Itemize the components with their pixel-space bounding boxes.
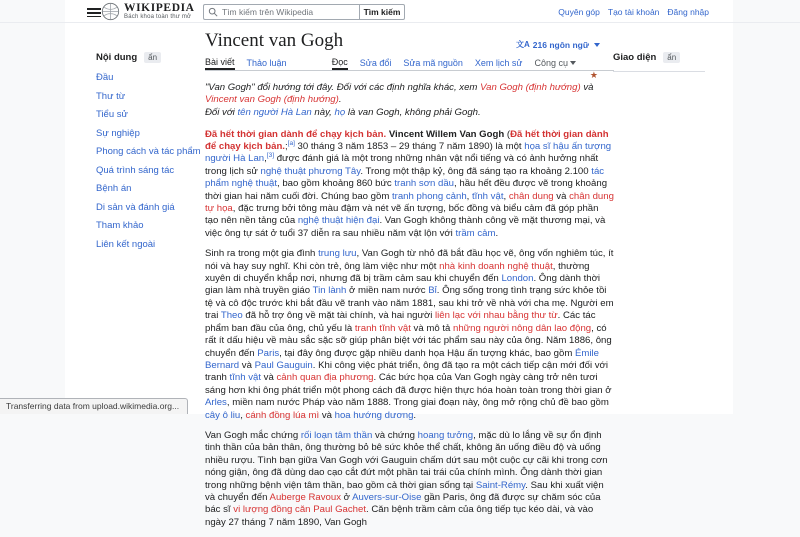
red-link[interactable]: tranh tĩnh vật: [354, 322, 411, 334]
appearance-divider: [613, 71, 705, 72]
text-segment: . Khi công việc phát triển, ông đã tạo ra một cách tiếp cận mới đối với tranh: [205, 359, 608, 384]
text-segment: , có rất ít dấu hiệu về màu sắc sặc sỡ giúp phân biệt với tác phẩm sau này của ông. Năm 1886, ông chuyển đến: [205, 322, 612, 359]
browser-status-bar: Transferring data from upload.wikimedia.org...: [0, 398, 188, 414]
wiki-link[interactable]: Paul Gauguin: [254, 359, 313, 371]
text-segment: là van Gogh, không phải Gogh.: [345, 107, 481, 119]
wiki-link[interactable]: nghệ thuật phương Tây: [260, 165, 361, 177]
tab-edit[interactable]: Sửa đổi: [360, 58, 392, 70]
text-segment: Sinh ra trong một gia đình: [205, 248, 319, 260]
wiki-link[interactable]: họa sĩ hậu ấn tượng người Hà Lan: [205, 141, 612, 165]
toc-item[interactable]: Bệnh án: [96, 183, 132, 194]
bold-text: Vincent Willem Van Gogh: [388, 128, 505, 140]
text-segment: . Ông dành thời gian làm nhà truyền giáo: [205, 273, 601, 297]
wiki-link[interactable]: tranh sơn dầu: [394, 178, 455, 190]
appearance-panel: [613, 52, 705, 72]
text-segment: Đối với: [205, 107, 238, 119]
reference-sup[interactable]: [3]: [266, 152, 275, 160]
wikipedia-wordmark: WIKIPEDIA: [124, 1, 195, 14]
tab-history[interactable]: Xem lịch sử: [475, 58, 523, 70]
appearance-heading: Giao diện: [613, 52, 657, 63]
red-link[interactable]: chân dung tự họa: [205, 190, 614, 215]
wiki-link[interactable]: hoang tưởng: [417, 429, 474, 441]
site-header: [65, 0, 733, 22]
tab-article[interactable]: Bài viết: [205, 58, 235, 70]
lead-paragraph-1: [205, 129, 614, 241]
toc-item[interactable]: Đầu: [96, 72, 114, 83]
toc-item[interactable]: Di sản và đánh giá: [96, 201, 175, 213]
red-link[interactable]: vi lượng đồng căn: [233, 504, 311, 516]
wiki-link[interactable]: tranh phong cảnh: [391, 190, 467, 202]
text-segment: , bao gồm khoảng 860 bức: [277, 178, 395, 190]
toc-item[interactable]: Phong cách và tác phẩm: [96, 146, 201, 157]
toc-items: [96, 72, 201, 257]
text-segment: Van Gogh mắc chứng: [205, 429, 301, 441]
wiki-link[interactable]: Auvers-sur-Oise: [352, 491, 422, 503]
text-segment: , miền nam nước Pháp vào năm 1888. Trong giai đoạn này, ông mở rộng chủ đề bao gồm: [226, 397, 609, 409]
wiki-link[interactable]: Bỉ: [428, 285, 437, 297]
red-link[interactable]: Van Gogh (định hướng): [480, 82, 581, 93]
text-segment: . Sau khi xuất viện và chuyển đến: [205, 479, 604, 503]
wiki-link[interactable]: hoa hướng dương: [334, 409, 414, 421]
tab-read[interactable]: Đọc: [332, 58, 348, 70]
wiki-link[interactable]: Saint-Rémy: [475, 479, 526, 491]
red-link[interactable]: cánh đồng lúa mì: [245, 409, 320, 421]
text-segment: ,: [240, 409, 246, 421]
text-segment: đã hỗ trợ ông về mặt tài chính, và hai người: [242, 310, 436, 322]
create-account-link[interactable]: Tạo tài khoản: [607, 7, 660, 17]
tab-talk[interactable]: Thảo luận: [247, 58, 287, 70]
text-segment: , thường xuyên di chuyển khắp nơi, nhưng đã bị trầm cảm sau khi chuyển đến: [205, 260, 590, 285]
page-title: Vincent van Gogh: [205, 30, 344, 51]
wiki-link[interactable]: tĩnh vật: [229, 372, 262, 384]
wiki-link[interactable]: London: [501, 273, 534, 285]
article-tab-bar: [205, 58, 614, 71]
red-link[interactable]: nhà kinh doanh nghệ thuật: [439, 260, 553, 272]
text-segment: , tại đây ông được gặp nhiều danh họa Hậu ấn tượng khác, bao gồm: [279, 347, 575, 359]
language-selector-button[interactable]: [516, 39, 600, 50]
text-segment: "Van Gogh" đổi hướng tới đây. Đối với các định nghĩa khác, xem: [205, 82, 481, 93]
language-count-label: 216 ngôn ngữ: [532, 39, 589, 50]
text-segment: và: [261, 372, 277, 384]
table-of-contents: [96, 52, 201, 257]
text-segment: ,: [503, 190, 509, 202]
text-segment: , Van Gogh từ nhỏ đã bắt đầu học vẽ, ông vốn nghiêm túc, ít nói và hay suy nghĩ. Khi còn trẻ, ông làm việc như một: [205, 248, 614, 272]
wiki-link[interactable]: tĩnh vật: [472, 190, 504, 202]
text-segment: . Các bức họa của Van Gogh ngày càng trở nên tươi sáng hơn khi ông phát triển một phong cách đã được hiện thực hóa hoàn toàn trong thời gian ở: [205, 372, 612, 396]
toc-item[interactable]: Quá trình sáng tác: [96, 164, 175, 176]
text-segment: này,: [311, 107, 335, 119]
text-segment: và chứng: [372, 429, 418, 441]
wiki-link[interactable]: cây ô liu: [205, 409, 241, 421]
text-segment: và mô tả: [410, 322, 454, 334]
red-link[interactable]: chân dung: [508, 190, 554, 202]
toc-item[interactable]: Liên kết ngoài: [96, 238, 156, 250]
text-segment: ,: [264, 153, 267, 165]
wiki-link[interactable]: trung lưu: [318, 248, 357, 260]
script-error-text: Đã hết thời gian dành để chạy kịch bản.: [205, 128, 609, 153]
wiki-link[interactable]: tác phẩm nghệ thuật: [205, 165, 605, 190]
wiki-link[interactable]: Theo: [220, 310, 243, 322]
text-segment: .: [338, 94, 342, 106]
search-icon: [208, 7, 218, 17]
wiki-link[interactable]: nghệ thuật hiện đại: [297, 215, 380, 227]
personal-tools: [558, 7, 709, 17]
search-input[interactable]: [222, 7, 355, 17]
text-segment: gần Paris, ông đã được sự chăm sóc của bác sĩ: [205, 491, 601, 516]
red-link[interactable]: cảnh quan địa phương: [276, 372, 374, 384]
script-error-text: Đã hết thời gian dành để chạy kịch bản.: [205, 128, 387, 140]
wikipedia-tagline: Bách khoa toàn thư mở: [124, 13, 192, 20]
header-divider: [0, 22, 800, 23]
search-box: [203, 4, 423, 20]
wiki-link[interactable]: Paris: [257, 347, 280, 359]
text-segment: (: [504, 128, 511, 140]
red-link[interactable]: liên lạc với nhau bằng thư từ: [435, 310, 558, 322]
toc-item[interactable]: Tham khảo: [96, 220, 144, 231]
text-segment: và: [319, 409, 335, 421]
text-segment: và: [553, 190, 570, 202]
featured-article-star-icon: ★: [589, 70, 598, 80]
text-segment: .: [495, 227, 499, 239]
toc-item[interactable]: Sự nghiệp: [96, 127, 140, 139]
text-segment: , mặc dù lo lắng về sự ổn định tinh thần của bản thân, ông thường bỏ bê sức khỏe thể chất, không ăn uống điều độ và uống nhiều rượu. Tình bạn giữa Van Gogh với Gauguin chấm dứt sau một cuộc cự cãi khi trong cơn nóng giận, ông đã dùng dao cạo cắt đứt một phần tai trái của chính mình. Ông dành thời gian trong những bệnh viện tâm thần, bao gồm cả thời gian sống tại: [205, 429, 608, 491]
text-segment: ,: [466, 190, 473, 202]
text-segment: . Căn bệnh trầm cảm của ông tiếp tục kéo dài, và vào ngày 27 tháng 7 năm 1890, Van Gogh: [205, 504, 594, 528]
wiki-link[interactable]: họ: [334, 107, 346, 119]
lead-paragraph-2: [205, 248, 614, 422]
article-body: [205, 82, 614, 537]
reference-sup[interactable]: [a]: [287, 139, 295, 147]
chevron-down-icon: [570, 61, 576, 65]
red-link[interactable]: Paul Gachet: [313, 504, 367, 516]
text-segment: . Trong một thập kỷ, ông đã sáng tạo ra khoảng 2.100: [360, 165, 592, 177]
wiki-link[interactable]: Arles: [205, 397, 227, 409]
donate-link[interactable]: Quyên góp: [558, 7, 600, 17]
text-segment: . Van Gogh không thành công về mặt thương mại, và việc ông tự sát ở tuổi 37 diễn ra sau nhiều năm vật lộn với: [205, 215, 606, 239]
toc-item[interactable]: Thư từ: [96, 90, 126, 102]
text-segment: .: [413, 409, 417, 421]
text-segment: được đánh giá là một trong những nhân vật nổi tiếng và có ảnh hưởng nhất trong lịch sử: [205, 153, 599, 177]
lead-paragraph-3: [205, 430, 614, 529]
hatnote-dutch-name: [205, 107, 614, 119]
wiki-link[interactable]: Émile Bernard: [205, 347, 599, 371]
toc-hide-button[interactable]: ẩn: [144, 52, 161, 63]
text-segment: ở miền nam nước: [346, 285, 429, 297]
text-segment: và: [239, 359, 255, 371]
appearance-hide-button[interactable]: ẩn: [663, 52, 680, 63]
text-segment: và: [580, 82, 594, 93]
text-segment: 30 tháng 3 năm 1853 – 29 tháng 7 năm 1890) là một: [294, 141, 525, 153]
wiki-link[interactable]: trầm cảm: [455, 227, 496, 239]
wikipedia-logo[interactable]: [101, 2, 195, 21]
toc-item[interactable]: Tiểu sử: [96, 109, 128, 120]
tab-tools-label: Công cụ: [534, 57, 568, 68]
wiki-link[interactable]: tên người Hà Lan: [237, 107, 312, 119]
chevron-down-icon: [594, 43, 600, 47]
content-sheet: [65, 0, 733, 528]
article-column: [205, 30, 614, 528]
login-link[interactable]: Đăng nhập: [667, 7, 709, 17]
text-segment: , hầu hết đều được vẽ trong khoảng thời gian hai năm cuối đời. Chúng bao gồm: [205, 178, 608, 202]
text-segment: ;: [284, 141, 288, 153]
hatnote-redirect: [205, 82, 614, 106]
tab-edit-source[interactable]: Sửa mã nguồn: [403, 58, 463, 70]
tab-tools[interactable]: [534, 58, 576, 70]
wiki-link[interactable]: rối loạn tâm thần: [300, 429, 373, 441]
text-segment: , đặc trưng bởi tông màu đậm và nét vẽ ấn tượng, bốc đồng và biểu cảm đã góp phần tạo nên nền tảng của: [205, 203, 599, 227]
text-segment: . Các tác phẩm ban đầu của ông, chủ yếu là: [205, 310, 596, 334]
wikipedia-globe-icon: [101, 2, 120, 21]
main-menu-icon[interactable]: [87, 6, 101, 18]
red-link[interactable]: Vincent van Gogh (định hướng): [205, 94, 339, 106]
text-segment: . Ông sống trong tình trạng sức khỏe tồi tệ và cô độc trước khi bắt đầu vẽ tranh vào năm 1881, sau khi trở về nhà với cha mẹ. Người em trai: [205, 285, 614, 322]
wiki-link[interactable]: Tin lành: [312, 285, 347, 297]
toc-heading: Nội dung: [96, 52, 138, 63]
search-button[interactable]: Tìm kiếm: [359, 4, 405, 20]
red-link[interactable]: Auberge Ravoux: [269, 491, 342, 503]
red-link[interactable]: những người nông dân lao động: [453, 322, 592, 334]
language-icon: 文A: [516, 40, 530, 49]
text-segment: ở: [341, 491, 353, 503]
